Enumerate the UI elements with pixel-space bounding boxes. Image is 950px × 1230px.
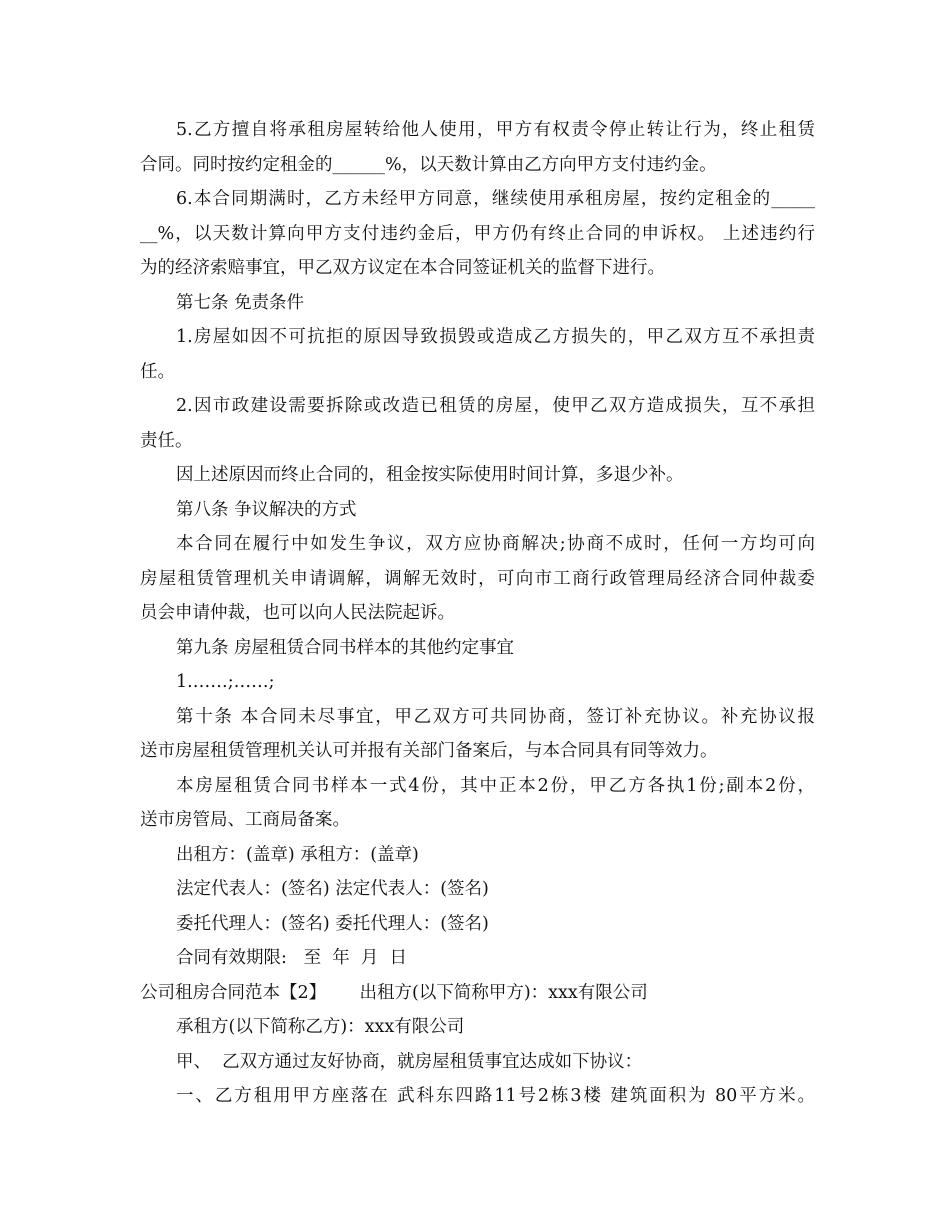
document-line: 1.……;……; [176,672,275,692]
document-line: 责任。 [140,430,193,451]
document-line: 5.乙方擅自将承租房屋转给他人使用，甲方有权责令停止转让行为，终止租赁 [176,120,815,140]
document-line: 公司租房合同范本【2】 出租方(以下简称甲方)：xxx有限公司 [140,982,648,1003]
document-line: 合同有效期限: 至 年 月 日 [176,948,407,968]
document-line: 6.本合同期满时，乙方未经甲方同意，继续使用承租房屋，按约定租金的_____ [176,189,815,209]
document-line: 第十条 本合同未尽事宜，甲乙双方可共同协商，签订补充协议。补充协议报 [176,706,815,727]
document-line: 本合同在履行中如发生争议，双方应协商解决;协商不成时，任何一方均可向 [176,534,815,554]
document-line: 为的经济索赔事宜，甲乙双方议定在本合同签证机关的监督下进行。 [140,258,665,278]
document-line: 委托代理人：(签名) 委托代理人：(签名) [176,913,489,934]
document-line: 房屋租赁管理机关申请调解，调解无效时，可向市工商行政管理局经济合同仲裁委 [140,568,815,589]
document-line: 出租方：(盖章) 承租方：(盖章) [176,844,419,865]
document-line: 承租方(以下简称乙方)：xxx有限公司 [176,1017,465,1037]
document-line: 1.房屋如因不可抗拒的原因导致损毁或造成乙方损失的，甲乙双方互不承担责 [176,327,815,347]
document-line: 第八条 争议解决的方式 [176,499,357,520]
document-line: 任。 [140,361,175,382]
document-line: 员会申请仲裁，也可以向人民法院起诉。 [140,603,455,623]
document-line: 一、乙方租用甲方座落在 武科东四路11号2栋3楼 建筑面积为 80平方米。 [176,1086,815,1106]
document-line: 2.因市政建设需要拆除或改造已租赁的房屋，使甲乙双方造成损失，互不承担 [176,396,815,416]
document-page [140,113,815,1114]
document-line: 法定代表人：(签名) 法定代表人：(签名) [176,879,489,899]
document-line: 送市房屋租赁管理机关认可并报有关部门备案后，与本合同具有同等效力。 [140,741,718,761]
document-line: 因上述原因而终止合同的，租金按实际使用时间计算，多退少补。 [176,465,684,485]
document-line: 送市房管局、工商局备案。 [140,810,350,830]
document-line: 第七条 免责条件 [176,292,305,313]
document-line: 甲、 乙双方通过友好协商，就房屋租赁事宜达成如下协议： [176,1051,643,1072]
document-line: 第九条 房屋租赁合同书样本的其他约定事宜 [176,637,515,658]
document-line: 本房屋租赁合同书样本一式4份，其中正本2份，甲乙方各执1份;副本2份， [176,775,815,796]
document-line: 合同。同时按约定租金的______%，以天数计算由乙方向甲方支付违约金。 [140,154,717,175]
document-line: __%，以天数计算向甲方支付违约金后，甲方仍有终止合同的申诉权。 上述违约行 [140,223,815,244]
